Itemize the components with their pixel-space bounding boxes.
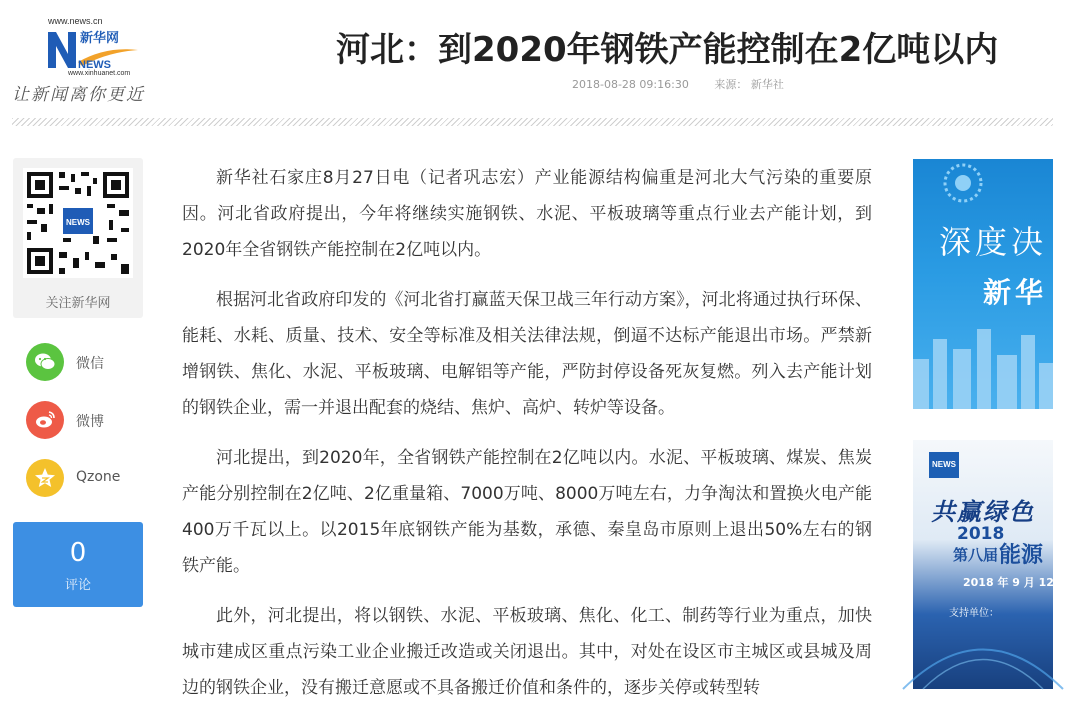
share-wechat-label: 微信: [76, 356, 104, 372]
comments-button[interactable]: [13, 522, 143, 607]
article-source: 来源： 新华社: [714, 78, 784, 91]
ad2-topic: 能源: [999, 543, 1044, 568]
share-wechat-button[interactable]: [26, 343, 156, 381]
article-title: 河北：到2020年钢铁产能控制在2亿吨以内: [336, 30, 999, 70]
share-weibo-label: 微博: [76, 414, 104, 430]
share-qzone-label: Qzone: [76, 469, 121, 485]
news-logo-mark-icon: [46, 28, 141, 70]
header-divider: [12, 118, 1053, 126]
article-paragraph: 河北提出，到2020年，全省钢铁产能控制在2亿吨以内。水泥、平板玻璃、煤炭、焦炭产能分别控制在2亿吨、2亿重量箱、7000万吨、8000万吨左右，力争淘汰和置换火电产能400万千瓦以上。以2015年底钢铁产能为基数，承德、秦皇岛市原则上退出50%左右的钢铁产能。: [182, 448, 872, 576]
logo-slogan: 让新闻离你更近: [12, 85, 145, 105]
globe-arc-icon: [913, 620, 1053, 689]
share-weibo-button[interactable]: [26, 401, 156, 439]
share-qzone-button[interactable]: [26, 459, 156, 497]
qr-code-panel: [13, 158, 143, 318]
ad1-line1: 深度决: [939, 223, 1048, 261]
wechat-icon: [33, 350, 57, 374]
comment-label: 评论: [64, 578, 91, 593]
ad2-sponsor: 支持单位：: [949, 608, 999, 619]
article-paragraph: 根据河北省政府印发的《河北省打赢蓝天保卫战三年行动方案》，河北将通过执行环保、能耗、水耗、质量、技术、安全等标准及相关法律法规，倒逼不达标产能退出市场。严禁新增钢铁、焦化、水泥、平板玻璃、电解铝等产能，严防封停设备死灰复燃。列入去产能计划的钢铁企业，需一并退出配套的烧结、焦炉、高炉、转炉等设备。: [182, 290, 872, 418]
logo-brand-en: NEWS: [78, 59, 111, 71]
ad2-year: 2018: [957, 524, 1005, 544]
article-paragraph: 此外，河北提出，将以钢铁、水泥、平板玻璃、焦化、化工、制药等行业为重点，加快城市建成区重点污染工业企业搬迁改造或关闭退出。其中，对处在设区市主城区或县城及周边的钢铁企业，没有搬迁意愿或不具备搬迁价值和条件的，逐步关停或转型转: [182, 606, 872, 698]
weibo-icon: [33, 408, 57, 432]
article-paragraph: 新华社石家庄8月27日电（记者巩志宏）产业能源结构偏重是河北大气污染的重要原因。河北省政府提出，今年将继续实施钢铁、水泥、平板玻璃等重点行业去产能计划，到2020年全省钢铁产能控制在2亿吨以内。: [182, 168, 872, 260]
ad2-line1: 共赢绿色: [931, 498, 1035, 526]
qr-label: 关注新华网: [45, 296, 111, 311]
ad2-news-badge: NEWS: [929, 452, 959, 478]
logo-brand-cn: 新华网: [80, 31, 120, 46]
ad-banner-energy-forum[interactable]: [913, 440, 1069, 689]
article-body: [182, 160, 872, 720]
article-datetime: 2018-08-28 09:16:30: [572, 78, 689, 91]
ad1-line2: 新华: [983, 276, 1048, 309]
logo-url-bottom: www.xinhuanet.com: [68, 70, 131, 77]
qr-code-icon: [23, 168, 133, 278]
comment-count: 0: [69, 538, 87, 568]
logo-url-top: www.news.cn: [48, 16, 103, 26]
qzone-icon: [33, 466, 57, 490]
article-meta: [572, 76, 784, 92]
ad-banner-deep-insight[interactable]: [913, 159, 1053, 409]
ad2-edition: 第八届: [953, 546, 999, 564]
xinhuanet-logo[interactable]: [12, 14, 152, 104]
ad2-date: 2018 年 9 月 12 日: [963, 576, 1069, 589]
qr-center-logo-label: NEWS: [66, 218, 90, 227]
